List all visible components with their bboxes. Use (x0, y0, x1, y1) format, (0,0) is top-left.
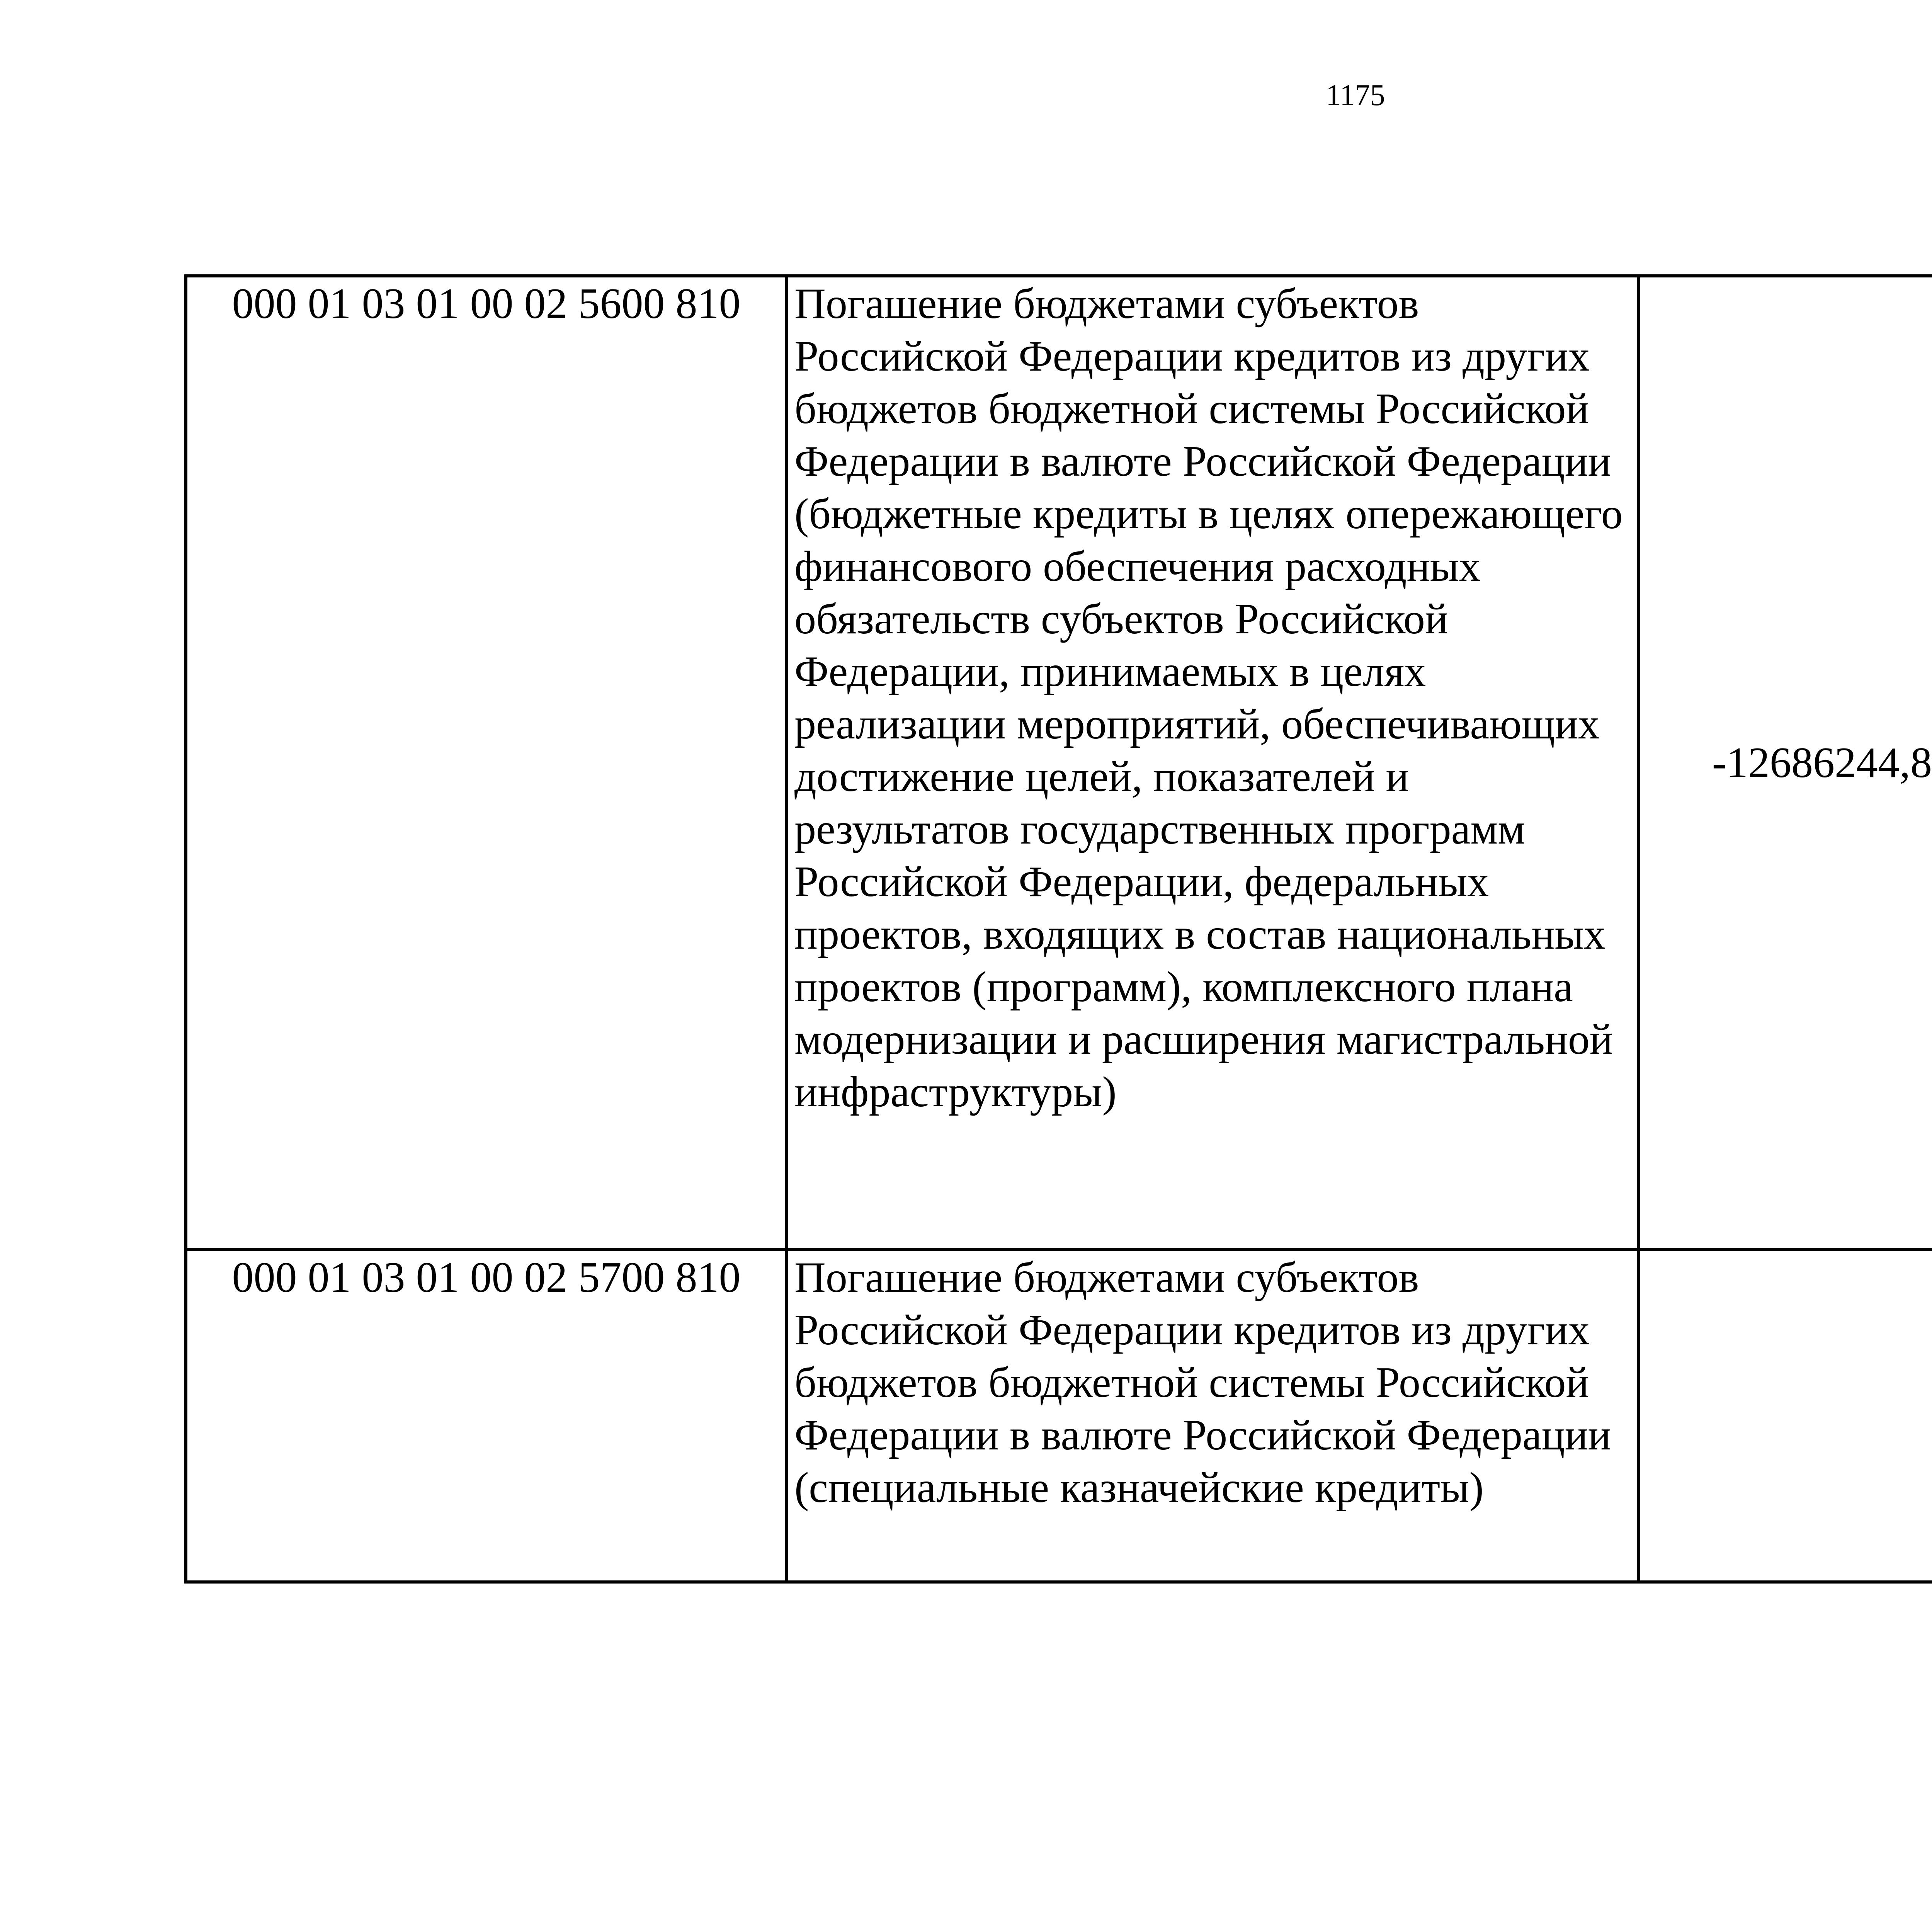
table-row (186, 1250, 1932, 1582)
budget-code-cell: 000 01 03 01 00 02 5700 810 (186, 1250, 787, 1582)
table-row (186, 276, 1932, 1250)
description-cell: Погашение бюджетами субъектов Российской Федерации кредитов из других бюджетов бюджетной системы Российской Федерации в валюте Российской Федерации (бюджетные кредиты в целях опережающего финансового обеспечения расходных обязательств субъектов Российской Федерации, принимаемых в целях реализации мероприятий, обеспечивающих достижение целей, показателей и результатов государственных программ Российской Федерации, федеральных проектов, входящих в состав национальных проектов (программ), комплексного плана модернизации и расширения магистральной инфраструктуры) (787, 276, 1639, 1250)
budget-code-cell: 000 01 03 01 00 02 5600 810 (186, 276, 787, 1250)
description-cell: Погашение бюджетами субъектов Российской Федерации кредитов из других бюджетов бюджетной системы Российской Федерации в валюте Российской Федерации (специальные казначейские кредиты) (787, 1250, 1639, 1582)
page-number: 1175 (1326, 78, 1385, 112)
budget-sources-table (184, 274, 1932, 1584)
amount-cell-year-1 (1639, 1250, 1932, 1582)
amount-cell-year-1: -12686244,8 (1639, 276, 1932, 1250)
